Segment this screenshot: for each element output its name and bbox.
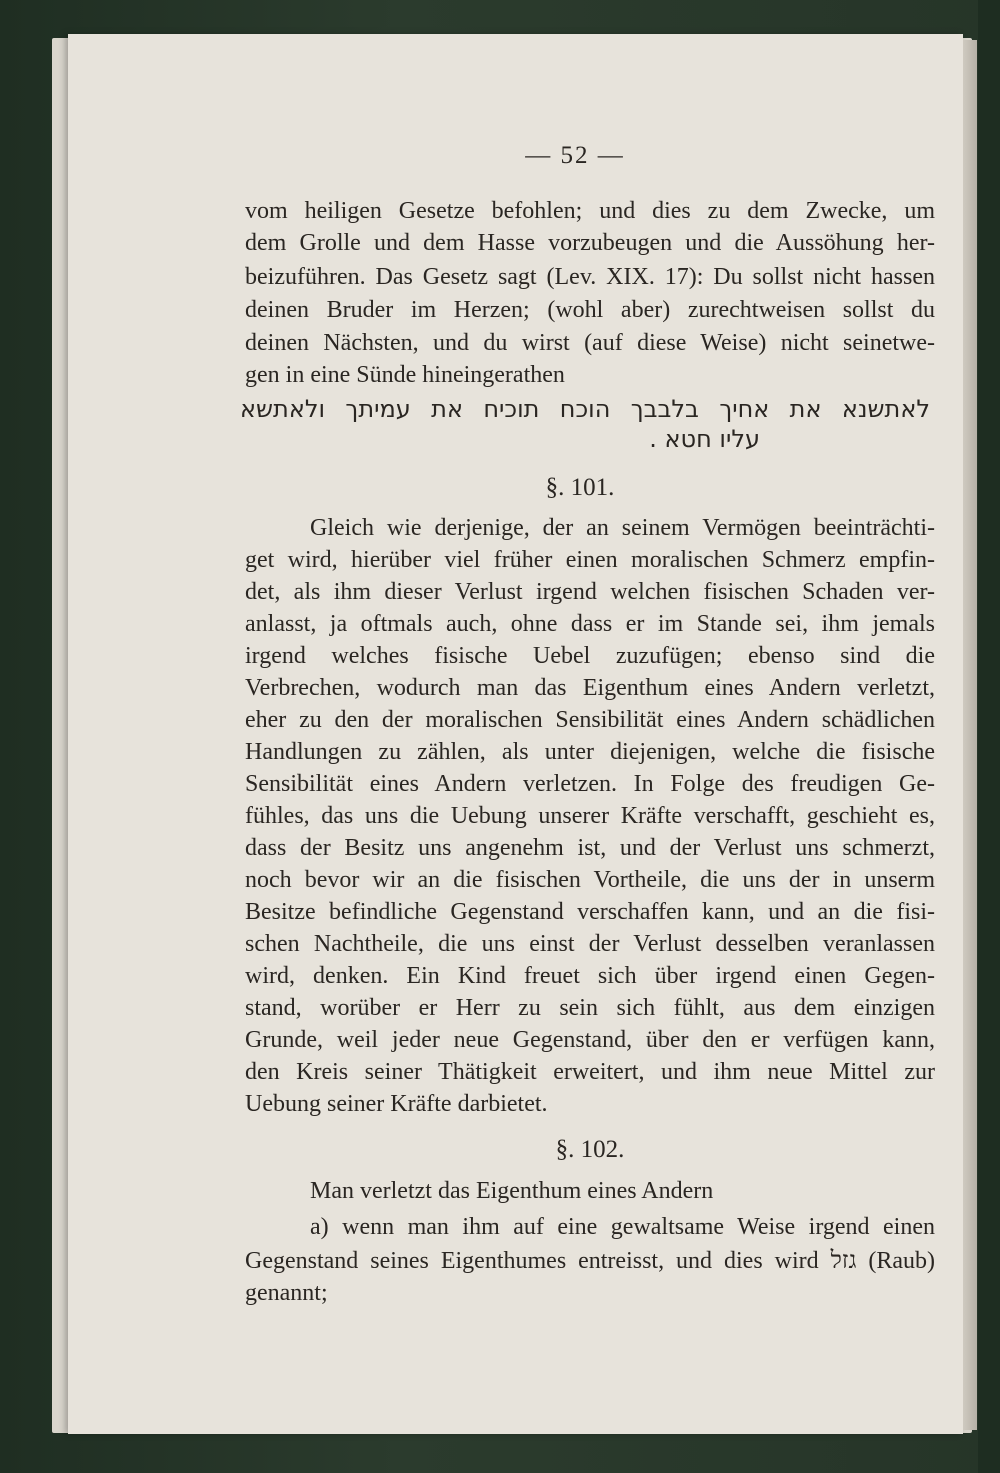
text-line: genannt; [245,1280,328,1306]
text-line: Man verletzt das Eigenthum eines Andern [310,1178,714,1204]
text-line: Gleich wie derjenige, der an seinem Vermögen beeinträchti- [310,515,935,541]
text-line: gen in eine Sünde hineingerathen [245,362,565,388]
hebrew-quote-line: לאתשנא את אחיך בלבבך הוכח תוכיח את עמיתך ולאתשא [240,395,930,423]
page-number: — 52 — [525,142,625,169]
cover-edge [978,0,1000,1473]
text-line: get wird, hierüber viel früher einen moralischen Schmerz empfin- [245,547,935,573]
hebrew-quote-line: עליו חטא . [649,425,760,453]
text-line: beizuführen. Das Gesetz sagt (Lev. XIX. 17): Du sollst nicht hassen [245,264,935,290]
section-heading: §. 101. [545,474,615,501]
text-line: det, als ihm dieser Verlust irgend welchen fisischen Schaden ver- [245,579,935,605]
text-line: Verbrechen, wodurch man das Eigenthum eines Andern verletzt, [245,675,935,701]
text-line: dem Grolle und dem Hasse vorzubeugen und die Aussöhung her- [245,230,935,256]
text-line: Handlungen zu zählen, als unter diejenigen, welche die fisische [245,739,935,765]
text-line: Uebung seiner Kräfte darbietet. [245,1091,548,1117]
text-line: wird, denken. Ein Kind freuet sich über irgend einen Gegen- [245,963,935,989]
text-line: deinen Nächsten, und du wirst (auf diese Weise) nicht seinetwe- [245,330,935,356]
text-line: schen Nachtheile, die uns einst der Verlust desselben veranlassen [245,931,935,957]
text-line: Sensibilität eines Andern verletzen. In Folge des freudigen Ge- [245,771,935,797]
text-line: Besitze befindliche Gegenstand verschaffen kann, und an die fisi- [245,899,935,925]
text-line: Grunde, weil jeder neue Gegenstand, über den er verfügen kann, [245,1027,935,1053]
text-line: fühles, das uns die Uebung unserer Kräfte verschafft, geschieht es, [245,803,935,829]
text-line: den Kreis seiner Thätigkeit erweitert, und ihm neue Mittel zur [245,1059,935,1085]
text-line: irgend welches fisische Uebel zuzufügen; ebenso sind die [245,643,935,669]
text-line: deinen Bruder im Herzen; (wohl aber) zurechtweisen sollst du [245,297,935,323]
text-line: dass der Besitz uns angenehm ist, und der Verlust uns schmerzt, [245,835,935,861]
text-line: Gegenstand seines Eigenthumes entreisst, und dies wird גזל (Raub) [245,1248,936,1274]
section-heading: §. 102. [555,1136,625,1163]
text-line: vom heiligen Gesetze befohlen; und dies zu dem Zwecke, um [245,198,935,224]
page-edge [963,40,977,1430]
text-line: anlasst, ja oftmals auch, ohne dass er im Stande sei, ihm jemals [245,611,935,637]
text-line: a) wenn man ihm auf eine gewaltsame Weise irgend einen [310,1214,935,1240]
text-line: noch bevor wir an die fisischen Vortheile, die uns der in unserm [245,867,935,893]
text-line: stand, worüber er Herr zu sein sich fühlt, aus dem einzigen [245,995,935,1021]
text-line: eher zu den der moralischen Sensibilität eines Andern schädlichen [245,707,935,733]
